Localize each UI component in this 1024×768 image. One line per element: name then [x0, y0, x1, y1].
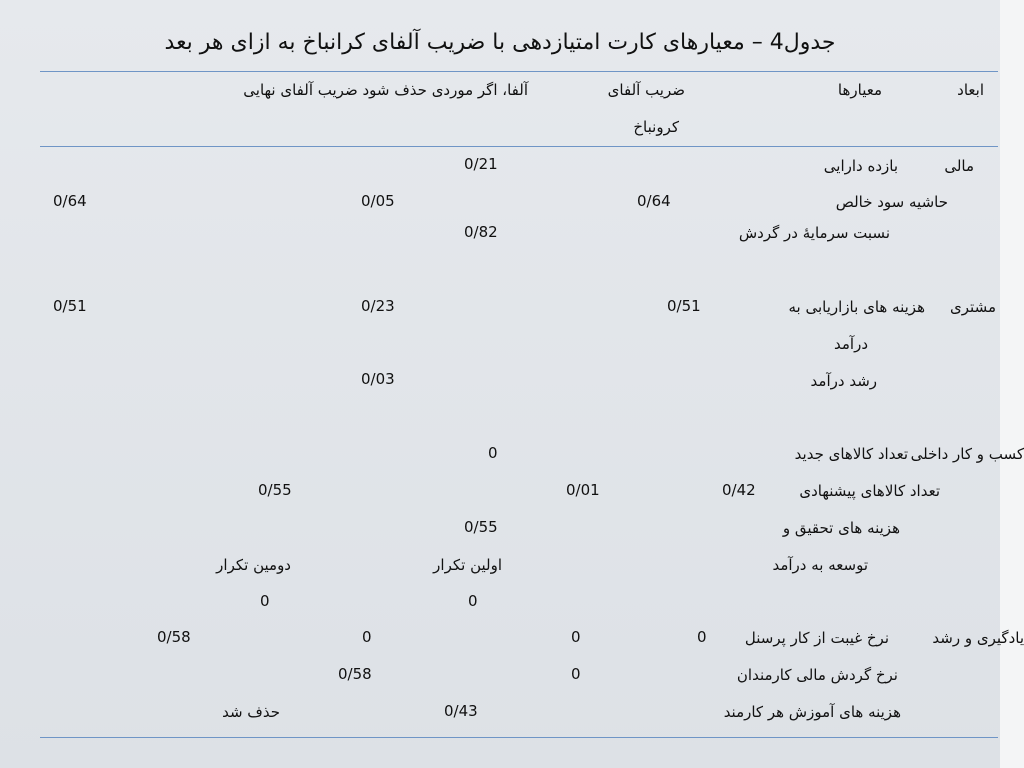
final-alpha-financial: 0/64 [53, 192, 87, 210]
criterion-revenue-growth: رشد درآمد [810, 372, 877, 390]
value-proposed-b: 0/01 [566, 481, 600, 499]
value-absence-b: 0 [571, 628, 581, 646]
label-deleted: حذف شد [222, 703, 280, 721]
value-marketing-cost: 0/23 [361, 297, 395, 315]
header-alpha-line2: کرونباخ [633, 118, 679, 136]
criterion-absence-rate: نرخ غیبت از کار پرسنل [744, 629, 889, 647]
value-new-products: 0 [488, 444, 498, 462]
label-first-iteration: اولین تکرار [433, 556, 502, 574]
value-absence-a: 0 [697, 628, 707, 646]
value-asset-return: 0/21 [464, 155, 498, 173]
header-alpha-if-deleted: آلفا، اگر موردی حذف شود ضریب آلفای نهایی [243, 81, 528, 99]
value-turnover-a: 0 [571, 665, 581, 683]
criterion-new-products: تعداد کالاهای جدید [794, 445, 908, 463]
value-proposed-a: 0/42 [722, 481, 756, 499]
label-second-iteration: دومین تکرار [216, 556, 291, 574]
value-working-capital: 0/82 [464, 223, 498, 241]
table-title: جدول4 – معیارهای کارت امتیازدهی با ضریب آلفای کرانباخ به ازای هر بعد [164, 30, 836, 55]
value-training-cost: 0/43 [444, 702, 478, 720]
value-rnd: 0/55 [464, 518, 498, 536]
header-alpha-line1: ضریب آلفای [607, 81, 685, 99]
value-net-margin: 0/05 [361, 192, 395, 210]
value-second-iteration: 0 [260, 592, 270, 610]
value-turnover-b: 0/58 [338, 665, 372, 683]
value-absence-c: 0 [362, 628, 372, 646]
criterion-asset-return: بازده دارایی [823, 157, 898, 175]
table-top-rule [40, 71, 998, 72]
criterion-marketing-cost-line2: درآمد [834, 335, 868, 353]
page-edge [1000, 0, 1024, 768]
value-absence-d: 0/58 [157, 628, 191, 646]
alpha-financial: 0/64 [637, 192, 671, 210]
dimension-internal: کسب و کار داخلی [910, 445, 1024, 463]
header-criteria: معیارها [837, 81, 882, 99]
value-revenue-growth: 0/03 [361, 370, 395, 388]
value-proposed-c: 0/55 [258, 481, 292, 499]
dimension-customer: مشتری [950, 298, 996, 316]
alpha-customer: 0/51 [667, 297, 701, 315]
header-dimension: ابعاد [957, 81, 984, 99]
dimension-learning: یادگیری و رشد [932, 629, 1024, 647]
criterion-proposed-products: تعداد کالاهای پیشنهادی [799, 482, 940, 500]
criterion-rnd-line2: توسعه به درآمد [772, 556, 868, 574]
table-bottom-rule [40, 737, 998, 738]
criterion-training-cost: هزینه های آموزش هر کارمند [723, 703, 901, 721]
criterion-net-margin: حاشیه سود خالص [835, 193, 948, 211]
criterion-rnd-line1: هزینه های تحقیق و [782, 519, 900, 537]
final-alpha-customer: 0/51 [53, 297, 87, 315]
dimension-financial: مالی [944, 157, 974, 175]
value-first-iteration: 0 [468, 592, 478, 610]
criterion-working-capital: نسبت سرمایهٔ در گردش [738, 224, 890, 242]
criterion-turnover-rate: نرخ گردش مالی کارمندان [736, 666, 898, 684]
criterion-marketing-cost-line1: هزینه های بازاریابی به [788, 298, 925, 316]
header-bottom-rule [40, 146, 998, 147]
